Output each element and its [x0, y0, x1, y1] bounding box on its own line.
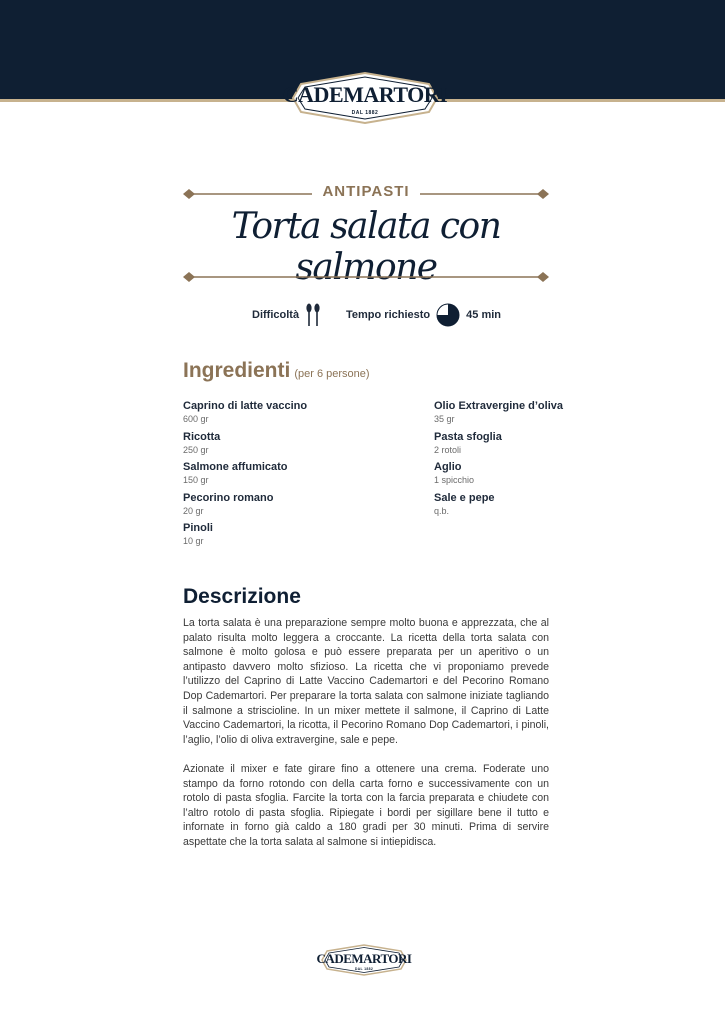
ingredient-qty: 35 gr: [434, 414, 455, 424]
ingredient-qty: 600 gr: [183, 414, 209, 424]
clock-pie-icon: [436, 303, 460, 327]
ingredient-qty: 150 gr: [183, 475, 209, 485]
cutlery-icon: [305, 303, 321, 327]
ingredient-name: Caprino di latte vaccino: [183, 400, 308, 412]
ingredients-servings: (per 6 persone): [294, 368, 370, 380]
time-label: Tempo richiesto: [346, 309, 431, 321]
ingredient-item: [434, 430, 634, 461]
time-info: [346, 303, 501, 327]
brand-name: CADEMARTORI: [316, 950, 412, 966]
ingredient-name: Pasta sfoglia: [434, 430, 502, 443]
ingredient-item: [434, 460, 634, 491]
ingredient-item: [434, 399, 634, 430]
ingredient-qty: 1 spicchio: [434, 475, 475, 485]
recipe-category: [183, 183, 549, 200]
brand-logo-top: [282, 72, 448, 124]
ingredient-item: [183, 521, 383, 552]
ingredients-list-right: [434, 399, 634, 521]
ingredient-item: [434, 491, 634, 522]
ingredient-name: Aglio: [434, 461, 462, 473]
ingredients-list-left: [183, 399, 383, 552]
ingredient-name: Pecorino romano: [183, 491, 274, 504]
ingredient-name: Sale e pepe: [434, 491, 495, 504]
ingredient-qty: 20 gr: [183, 505, 204, 516]
ingredient-name: Pinoli: [183, 522, 213, 534]
ingredient-qty: 2 rotoli: [434, 444, 462, 455]
description-body: [183, 616, 549, 864]
recipe-title: Torta salata con salmone: [231, 206, 501, 288]
ingredients-heading-label: Ingredienti: [183, 359, 291, 382]
difficulty-label: Difficoltà: [252, 309, 300, 321]
ingredient-qty: 10 gr: [183, 536, 204, 546]
time-value: 45 min: [466, 309, 502, 321]
ingredient-name: Ricotta: [183, 430, 221, 443]
ingredient-item: [183, 491, 383, 522]
ingredient-item: [183, 399, 383, 430]
brand-since: DAL 1882: [354, 967, 374, 971]
ingredient-qty: 250 gr: [183, 444, 209, 455]
ingredient-item: [183, 430, 383, 461]
brand-logo-bottom: [316, 944, 412, 976]
ingredients-heading: [183, 359, 370, 383]
ingredient-qty: q.b.: [434, 505, 450, 516]
difficulty-info: [252, 303, 321, 327]
recipe-category-label: ANTIPASTI: [312, 183, 419, 200]
divider-bottom: [183, 271, 549, 283]
ingredient-name: Olio Extravergine d’oliva: [434, 400, 563, 412]
description-heading: Descrizione: [183, 585, 301, 608]
ingredient-name: Salmone affumicato: [183, 461, 288, 473]
ingredient-item: [183, 460, 383, 491]
brand-since: DAL 1882: [351, 110, 379, 116]
description-paragraph: La torta salata è una preparazione sempre molto buona e apprezzata, che al palato risulta molto leggera a croccante. La ricetta della torta salata con salmone è molto golosa e può essere preparata per un aperitivo o un antipasto davvero molto sfizioso. La ricetta che vi proponiamo prevede l’utilizzo del Caprino di Latte Vaccino Cademartori e del Pecorino Romano Dop Cademartori. Per preparare la torta salata con salmone iniziate tagliando il salmone a striscioline. In un mixer mettete il salmone, il Caprino di Latte Vaccino Cademartori, la ricotta, il Pecorino Romano Dop Cademartori, i pinoli, l’aglio, l’olio di oliva extravergine, sale e pepe.: [183, 617, 549, 746]
brand-name: CADEMARTORI: [282, 82, 448, 107]
description-paragraph: Azionate il mixer e fate girare fino a ottenere una crema. Foderate uno stampo da forno rotondo con della carta forno e successivamente con un rotolo di pasta sfoglia. Farcite la torta con la farcia preparata e chiudete con l’altro rotolo di pasta sfoglia. Ripiegate i bordi per sigillare bene il tutto e infornate in forno già caldo a 180 gradi per 30 minuti. Prima di servire aspettate che la torta salata al salmone si intiepidisca.: [183, 762, 549, 848]
